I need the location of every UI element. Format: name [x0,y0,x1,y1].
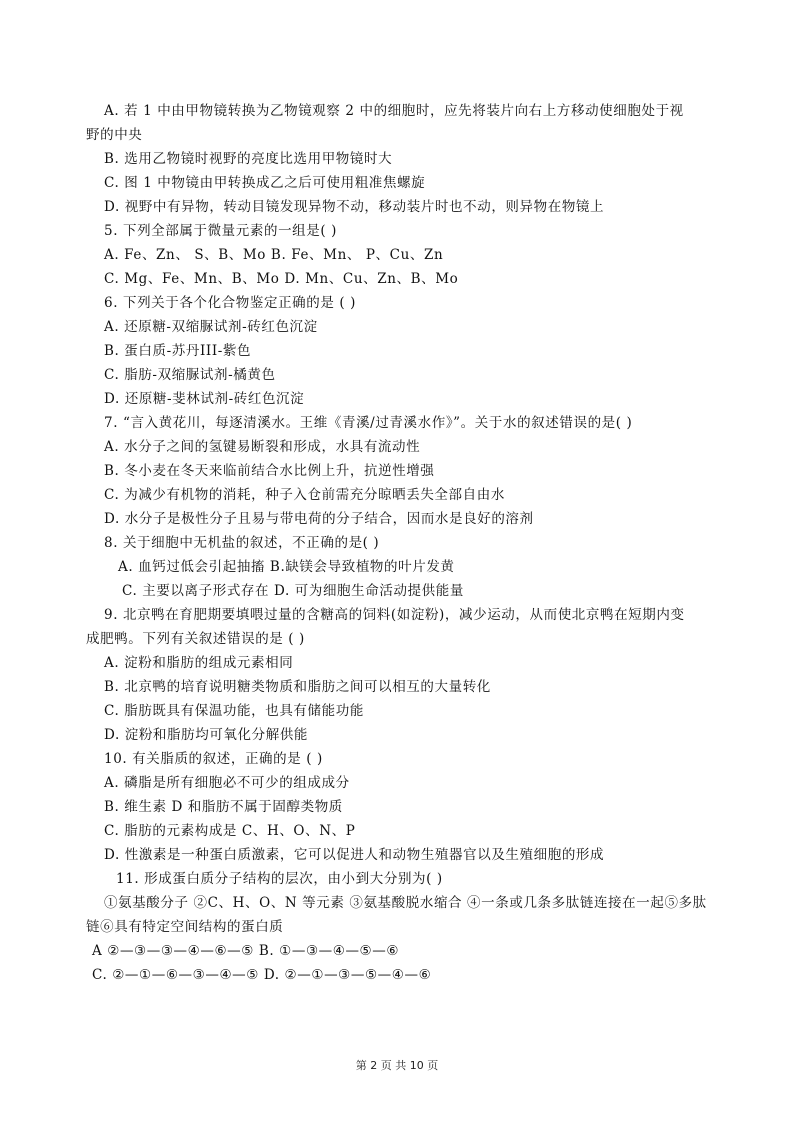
option-b-q10: B. 维生素 D 和脂肪不属于固醇类物质 [104,799,343,815]
options-ab-q5: A. Fe、Zn、 S、B、Mo B. Fe、Mn、 P、Cu、Zn [104,247,444,263]
option-a-q9: A. 淀粉和脂肪的组成元素相同 [104,655,294,671]
option-a-q10: A. 磷脂是所有细胞必不可少的组成成分 [104,775,350,791]
question-11-items: ①氨基酸分子 ②C、H、O、N 等元素 ③氨基酸脱水缩合 ④一条或几条多肽链连接在一起⑤多肽 [104,895,707,911]
options-ab-q8: A. 血钙过低会引起抽搐 B.缺镁会导致植物的叶片发黄 [118,559,455,575]
question-6: 6. 下列关于各个化合物鉴定正确的是 ( ) [104,295,356,311]
option-d-q7: D. 水分子是极性分子且易与带电荷的分子结合，因而水是良好的溶剂 [104,511,534,527]
option-a-q4: A. 若 1 中由甲物镜转换为乙物镜观察 2 中的细胞时，应先将装片向右上方移动使细胞处于视 [104,103,684,119]
option-c-q4: C. 图 1 中物镜由甲转换成乙之后可使用粗准焦螺旋 [104,175,426,191]
question-7: 7. “言入黄花川，每逐清溪水。王维《青溪/过青溪水作》”。关于水的叙述错误的是( ) [104,415,633,431]
options-cd-q5: C. Mg、Fe、Mn、B、Mo D. Mn、Cu、Zn、B、Mo [104,271,459,287]
page-number-footer: 第 2 页 共 10 页 [355,1059,439,1072]
option-b-q7: B. 冬小麦在冬天来临前结合水比例上升，抗逆性增强 [104,463,435,479]
question-11-items-cont: 链⑥具有特定空间结构的蛋白质 [86,919,284,935]
option-b-q6: B. 蛋白质-苏丹III-紫色 [104,343,252,359]
option-d-q10: D. 性激素是一种蛋白质激素，它可以促进人和动物生殖器官以及生殖细胞的形成 [104,847,605,863]
question-10: 10. 有关脂质的叙述，正确的是 ( ) [104,751,323,767]
option-d-q6: D. 还原糖-斐林试剂-砖红色沉淀 [104,391,305,407]
options-cd-q11: C. ②—①—⑥—③—④—⑤ D. ②—①—③—⑤—④—⑥ [92,967,432,983]
option-d-q9: D. 淀粉和脂肪均可氧化分解供能 [104,727,309,743]
option-a-q6: A. 还原糖-双缩脲试剂-砖红色沉淀 [104,319,318,335]
question-5: 5. 下列全部属于微量元素的一组是( ) [104,223,337,239]
option-b-q4: B. 选用乙物镜时视野的亮度比选用甲物镜时大 [104,151,393,167]
question-9: 9. 北京鸭在育肥期要填喂过量的含糖高的饲料(如淀粉)，减少运动，从而使北京鸭在短期内变 [104,607,685,623]
option-d-q4: D. 视野中有异物，转动目镜发现异物不动，移动装片时也不动，则异物在物镜上 [104,199,605,215]
option-c-q7: C. 为减少有机物的消耗，种子入仓前需充分晾晒丢失全部自由水 [104,487,505,503]
option-c-q9: C. 脂肪既具有保温功能，也具有储能功能 [104,703,364,719]
question-9-cont: 成肥鸭。下列有关叙述错误的是 ( ) [86,631,305,647]
question-11: 11. 形成蛋白质分子结构的层次，由小到大分别为( ) [116,871,443,887]
option-a-q4-cont: 野的中央 [86,127,143,143]
option-c-q10: C. 脂肪的元素构成是 C、H、O、N、P [104,823,356,839]
options-cd-q8: C. 主要以离子形式存在 D. 可为细胞生命活动提供能量 [122,583,464,599]
option-c-q6: C. 脂肪-双缩脲试剂-橘黄色 [104,367,276,383]
option-a-q7: A. 水分子之间的氢键易断裂和形成，水具有流动性 [104,439,421,455]
option-b-q9: B. 北京鸭的培育说明糖类物质和脂肪之间可以相互的大量转化 [104,679,491,695]
question-8: 8. 关于细胞中无机盐的叙述，不正确的是( ) [104,535,380,551]
options-ab-q11: A ②—③—③—④—⑥—⑤ B. ①—③—④—⑤—⑥ [92,943,400,959]
